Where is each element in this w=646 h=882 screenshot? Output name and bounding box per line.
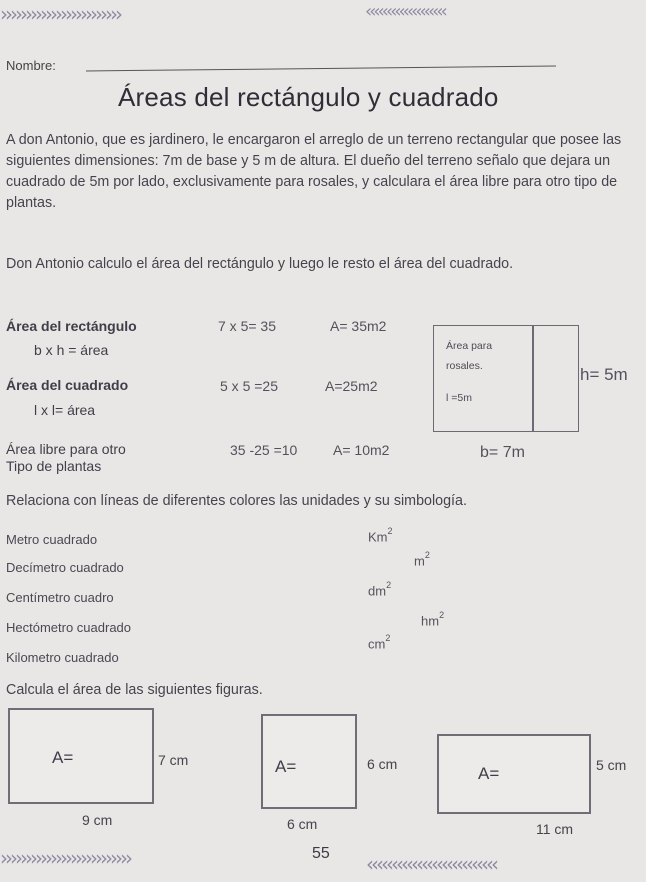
figure1-area-label: A= xyxy=(52,748,74,767)
free-area-label-line1: Área libre para otro xyxy=(6,441,126,457)
square-area-calculation: 5 x 5 =25 xyxy=(220,378,278,394)
rect-area-calculation: 7 x 5= 35 xyxy=(218,318,276,334)
rect-area-label: Área del rectángulo xyxy=(6,318,137,334)
figure1-bottom-dimension: 9 cm xyxy=(82,812,113,828)
page-title: Áreas del rectángulo y cuadrado xyxy=(118,82,499,112)
top-right-chevron-border: ‹‹‹‹‹‹‹‹‹‹‹‹‹‹‹‹‹‹‹ xyxy=(365,1,445,22)
rose-area-label-line2: rosales. xyxy=(446,360,483,372)
base-label: b= 7m xyxy=(480,444,525,461)
unit-square-hectometer[interactable]: Hectómetro cuadrado xyxy=(6,620,132,635)
square-side-label: l =5m xyxy=(446,392,472,404)
symbol-cm2[interactable]: $cm^2$ xyxy=(368,633,391,652)
unit-square-centimeter[interactable]: Centímetro cuadro xyxy=(6,590,114,605)
symbol-km2[interactable]: Km$^2$ xyxy=(368,526,393,545)
free-area-calculation: 35 -25 =10 xyxy=(230,442,298,458)
figure2-area-label: A= xyxy=(275,757,297,776)
rect-area-formula: b x h = área xyxy=(34,342,109,358)
unit-square-kilometer[interactable]: Kilometro cuadrado xyxy=(6,650,119,665)
square-area-formula: l x l= área xyxy=(34,402,96,418)
height-label: h= 5m xyxy=(580,365,628,384)
symbol-dm2[interactable]: $dm^2$ xyxy=(368,580,392,599)
figures-instruction: Calcula el área de las siguientes figuras. xyxy=(6,682,263,698)
rect-area-result: A= 35m2 xyxy=(330,318,387,334)
bottom-left-chevron-border: ›››››››››››››››››››››››››› xyxy=(0,846,130,870)
unit-square-decimeter[interactable]: Decímetro cuadrado xyxy=(6,560,124,575)
name-write-line[interactable] xyxy=(86,66,556,72)
figure2-side-dimension: 6 cm xyxy=(367,756,398,772)
figure-rectangle-9x7 xyxy=(8,708,154,804)
figure-rectangle-11x5 xyxy=(437,734,591,814)
square-area-label: Área del cuadrado xyxy=(6,377,129,393)
problem-paragraph: A don Antonio, que es jardinero, le encargaron el arreglo de un terreno rectangular que posee las siguientes dimensiones: 7m de base y 5 m de altura. El dueño del terreno señalo que dejara un cuadrado de 5m por lado, exclusivamente para rosales, y calculara el área libre para otro tipo de plantas. xyxy=(6,132,622,211)
symbol-m2[interactable]: $m^2$ xyxy=(414,550,430,569)
figure3-area-label: A= xyxy=(478,764,500,783)
free-area-result: A= 10m2 xyxy=(333,442,390,458)
figure3-bottom-dimension: 11 cm xyxy=(536,821,574,837)
problem-paragraph-2: Don Antonio calculo el área del rectángulo y luego le resto el área del cuadrado. xyxy=(6,256,514,272)
square-area-result: A=25m2 xyxy=(325,378,378,394)
rose-area-label-line1: Área para xyxy=(446,340,493,352)
bottom-right-chevron-border: ‹‹‹‹‹‹‹‹‹‹‹‹‹‹‹‹‹‹‹‹‹‹‹‹‹‹ xyxy=(366,852,496,876)
symbol-hm2[interactable]: $hm^2$ xyxy=(421,610,445,629)
free-area-label-line2: Tipo de plantas xyxy=(6,458,102,474)
figure2-bottom-dimension: 6 cm xyxy=(287,816,318,832)
figure3-side-dimension: 5 cm xyxy=(596,757,627,773)
top-left-chevron-border: ›››››››››››››››››››››››› xyxy=(0,2,120,26)
matching-instruction: Relaciona con líneas de diferentes colores las unidades y su simbología. xyxy=(6,493,467,509)
figure1-side-dimension: 7 cm xyxy=(158,752,189,768)
name-label: Nombre: xyxy=(6,58,56,73)
square-divider-line xyxy=(532,325,534,432)
page-number: 55 xyxy=(312,845,330,862)
unit-square-meter[interactable]: Metro cuadrado xyxy=(6,532,98,547)
